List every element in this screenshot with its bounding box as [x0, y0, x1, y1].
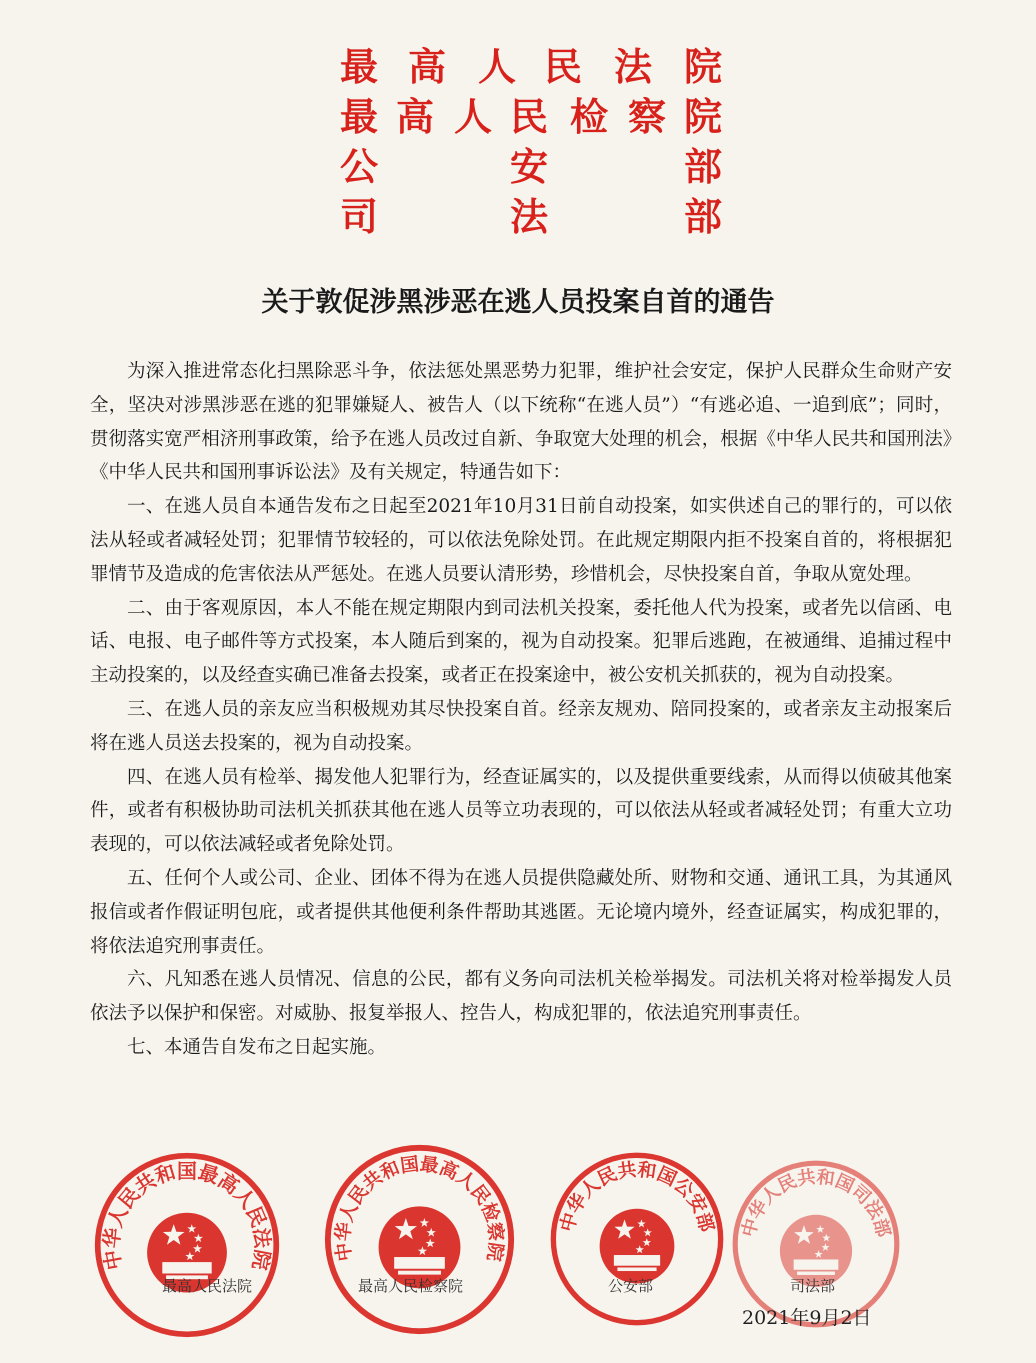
authority-char: 部 — [684, 195, 723, 239]
seal-supreme-court — [92, 1150, 282, 1344]
authority-char: 人 — [478, 45, 517, 89]
paragraph-intro: 为深入推进常态化扫黑除恶斗争，依法惩处黑恶势力犯罪，维护社会安定，保护人民群众生命财产安全，坚决对涉黑涉恶在逃的犯罪嫌疑人、被告人（以下统称“在逃人员”）“有逃必追、一追到底”；同时，贯彻落实宽严相济刑事政策，给予在逃人员改过自新、争取宽大处理的机会，根据《中华人民共和国刑法》《中华人民共和国刑事诉讼法》及有关规定，特通告如下： — [90, 361, 952, 484]
seal-lettering: 中华人民共和国最高人民检察院 — [332, 1154, 507, 1263]
authority-char: 民 — [544, 45, 583, 89]
notice-title: 关于敦促涉黑涉恶在逃人员投案自首的通告 — [261, 287, 775, 318]
seal-public-security — [548, 1150, 726, 1332]
authority-row-supreme-court — [330, 42, 730, 92]
paragraph-3: 三、在逃人员的亲友应当积极规劝其尽快投案自首。经亲友规劝、陪同投案的，或者亲友主动报案后将在逃人员送去投案的，视为自动投案。 — [90, 698, 952, 754]
authority-char: 最 — [340, 45, 379, 89]
signature-procuratorate: 最高人民检察院 — [358, 1277, 464, 1295]
signature-justice: 司法部 — [790, 1277, 836, 1295]
issue-date: 2021年9月2日 — [742, 1307, 872, 1329]
authority-char: 人 — [454, 95, 493, 139]
notice-body — [90, 355, 952, 1065]
signature-supreme-court: 最高人民法院 — [162, 1277, 253, 1295]
authority-char: 法 — [510, 195, 549, 239]
authority-char: 司 — [340, 195, 379, 239]
authority-row-justice — [330, 192, 730, 242]
authority-char: 检 — [570, 95, 609, 139]
seal-procuratorate — [322, 1142, 517, 1341]
paragraph-5: 五、任何个人或公司、企业、团体不得为在逃人员提供隐藏处所、财物和交通、通讯工具，为其通风报信或者作假证明包庇，或者提供其他便利条件帮助其逃匿。无论境内境外，经查证属实，构成犯罪的，将依法追究刑事责任。 — [90, 867, 952, 957]
authority-row-public-security — [330, 142, 730, 192]
authority-char: 部 — [684, 145, 723, 189]
authority-char: 察 — [628, 95, 667, 139]
paragraph-6: 六、凡知悉在逃人员情况、信息的公民，都有义务向司法机关检举揭发。司法机关将对检举揭发人员依法予以保护和保密。对威胁、报复举报人、控告人，构成犯罪的，依法追究刑事责任。 — [90, 969, 952, 1025]
paragraph-7: 七、本通告自发布之日起实施。 — [127, 1036, 387, 1058]
authority-char: 公 — [340, 145, 379, 189]
authority-char: 最 — [340, 95, 379, 139]
authority-char: 法 — [614, 45, 653, 89]
official-seals — [0, 1140, 1036, 1363]
authority-char: 院 — [684, 95, 723, 139]
seal-lettering: 中华人民共和国最高人民法院 — [99, 1158, 275, 1272]
paragraph-2: 二、由于客观原因，本人不能在规定期限内到司法机关投案，委托他人代为投案，或者先以信函、电话、电报、电子邮件等方式投案，本人随后到案的，视为自动投案。犯罪后逃跑，在被通缉、追捕过程中主动投案的，以及经查实确已准备去投案，或者正在投案途中，被公安机关抓获的，视为自动投案。 — [90, 597, 952, 687]
authority-row-procuratorate — [330, 92, 730, 142]
signature-public-security: 公安部 — [608, 1277, 654, 1295]
seal-lettering: 中华人民共和国公安部 — [557, 1159, 717, 1235]
seal-lettering: 中华人民共和国司法部 — [738, 1166, 894, 1240]
issuing-authorities — [330, 42, 730, 242]
paragraph-1: 一、在逃人员自本通告发布之日起至2021年10月31日前自动投案，如实供述自己的罪行的，可以依法从轻或者减轻处罚；犯罪情节较轻的，可以依法免除处罚。在此规定期限内拒不投案自首的，将根据犯罪情节及造成的危害依法从严惩处。在逃人员要认清形势，珍惜机会，尽快投案自首，争取从宽处理。 — [90, 496, 952, 585]
authority-char: 高 — [408, 45, 447, 89]
paragraph-4: 四、在逃人员有检举、揭发他人犯罪行为，经查证属实的，以及提供重要线索，从而得以侦破其他案件，或者有积极协助司法机关抓获其他在逃人员等立功表现的，可以依法从轻或者减轻处罚；有重大立功表现的，可以依法减轻或者免除处罚。 — [90, 766, 952, 856]
authority-char: 安 — [510, 145, 549, 189]
authority-char: 民 — [510, 95, 549, 139]
authority-char: 院 — [684, 45, 723, 89]
authority-char: 高 — [396, 95, 435, 139]
national-emblem-icon — [600, 1209, 675, 1284]
